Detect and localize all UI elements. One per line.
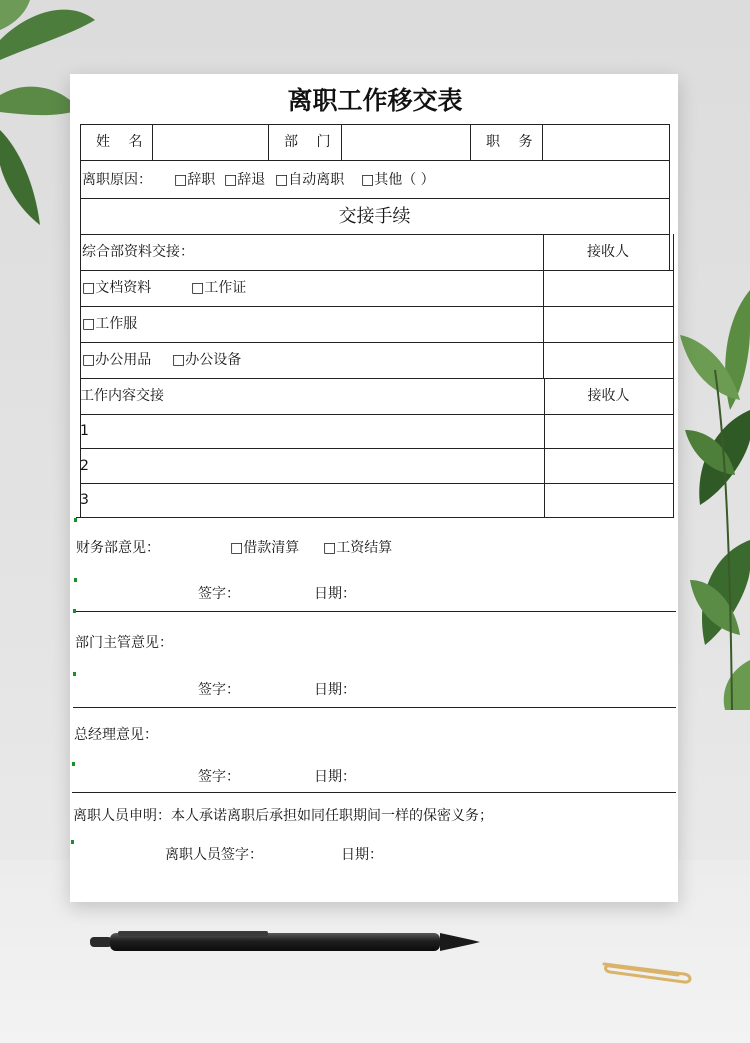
reason-option-other[interactable]: □其他（ ） [361, 172, 435, 188]
handover-section-title: 交接手续 [338, 206, 411, 227]
line [673, 234, 674, 517]
line [470, 124, 471, 160]
reason-option-voluntary[interactable]: □自动离职 [275, 172, 345, 188]
declaration-text: 离职人员申明：本人承诺离职后承担如同任职期间一样的保密义务； [73, 808, 493, 824]
line [80, 378, 673, 379]
gm-date-label: 日期： [314, 769, 356, 785]
item-office-supplies[interactable]: □办公用品 [82, 352, 152, 368]
line [542, 124, 543, 160]
edge-mark [73, 672, 76, 676]
finance-date-label: 日期： [314, 586, 356, 602]
line [80, 160, 669, 161]
declaration-sign-label: 离职人员签字： [165, 847, 263, 863]
form-title: 离职工作移交表 [287, 86, 463, 115]
line [543, 270, 544, 378]
name-label: 姓 名 [96, 134, 150, 150]
line [74, 611, 676, 612]
paper-clip-icon [596, 956, 696, 986]
item-documents[interactable]: □文档资料 [82, 280, 152, 296]
work-receiver-label: 接收人 [587, 388, 630, 404]
reason-label: 离职原因： [82, 172, 152, 188]
line [341, 124, 342, 160]
plant-leaves-right [670, 290, 750, 710]
finance-opinion-label: 财务部意见： [76, 540, 160, 556]
line [80, 270, 673, 271]
line [80, 234, 669, 235]
dept-head-opinion-label: 部门主管意见： [75, 635, 173, 651]
item-office-equipment[interactable]: □办公设备 [172, 352, 242, 368]
line [80, 448, 673, 449]
dept-head-sign-label: 签字： [198, 682, 240, 698]
declaration-date-label: 日期： [341, 847, 383, 863]
item-work-id[interactable]: □工作证 [191, 280, 247, 296]
reason-option-dismissed[interactable]: □辞退 [224, 172, 266, 188]
line [80, 342, 673, 343]
edge-mark [71, 840, 74, 844]
dept-head-date-label: 日期： [314, 682, 356, 698]
post-label: 职 务 [486, 134, 540, 150]
line [80, 306, 673, 307]
dept-label: 部 门 [284, 134, 338, 150]
work-row-number: 3 [80, 492, 89, 508]
pen-icon [90, 928, 480, 956]
item-uniform[interactable]: □工作服 [82, 316, 138, 332]
admin-handover-label: 综合部资料交接： [82, 244, 194, 260]
handover-form-sheet [70, 74, 678, 902]
line [152, 124, 153, 160]
edge-mark [72, 762, 75, 766]
work-handover-label: 工作内容交接 [80, 388, 164, 404]
finance-option-salary[interactable]: □工资结算 [323, 540, 393, 556]
admin-receiver-label: 接收人 [587, 244, 629, 260]
line [80, 483, 673, 484]
line [76, 517, 674, 518]
line [80, 198, 669, 199]
work-row-number: 1 [80, 423, 89, 439]
reason-option-resign[interactable]: □辞职 [174, 172, 216, 188]
line [80, 414, 673, 415]
line [73, 707, 676, 708]
edge-mark [74, 578, 77, 582]
work-row-number: 2 [80, 458, 89, 474]
edge-mark [74, 518, 77, 522]
line [80, 124, 669, 125]
line [268, 124, 269, 160]
gm-opinion-label: 总经理意见： [74, 727, 158, 743]
edge-mark [73, 609, 76, 613]
gm-sign-label: 签字： [198, 769, 240, 785]
line [72, 792, 676, 793]
finance-sign-label: 签字： [198, 586, 240, 602]
finance-option-loan[interactable]: □借款清算 [230, 540, 300, 556]
